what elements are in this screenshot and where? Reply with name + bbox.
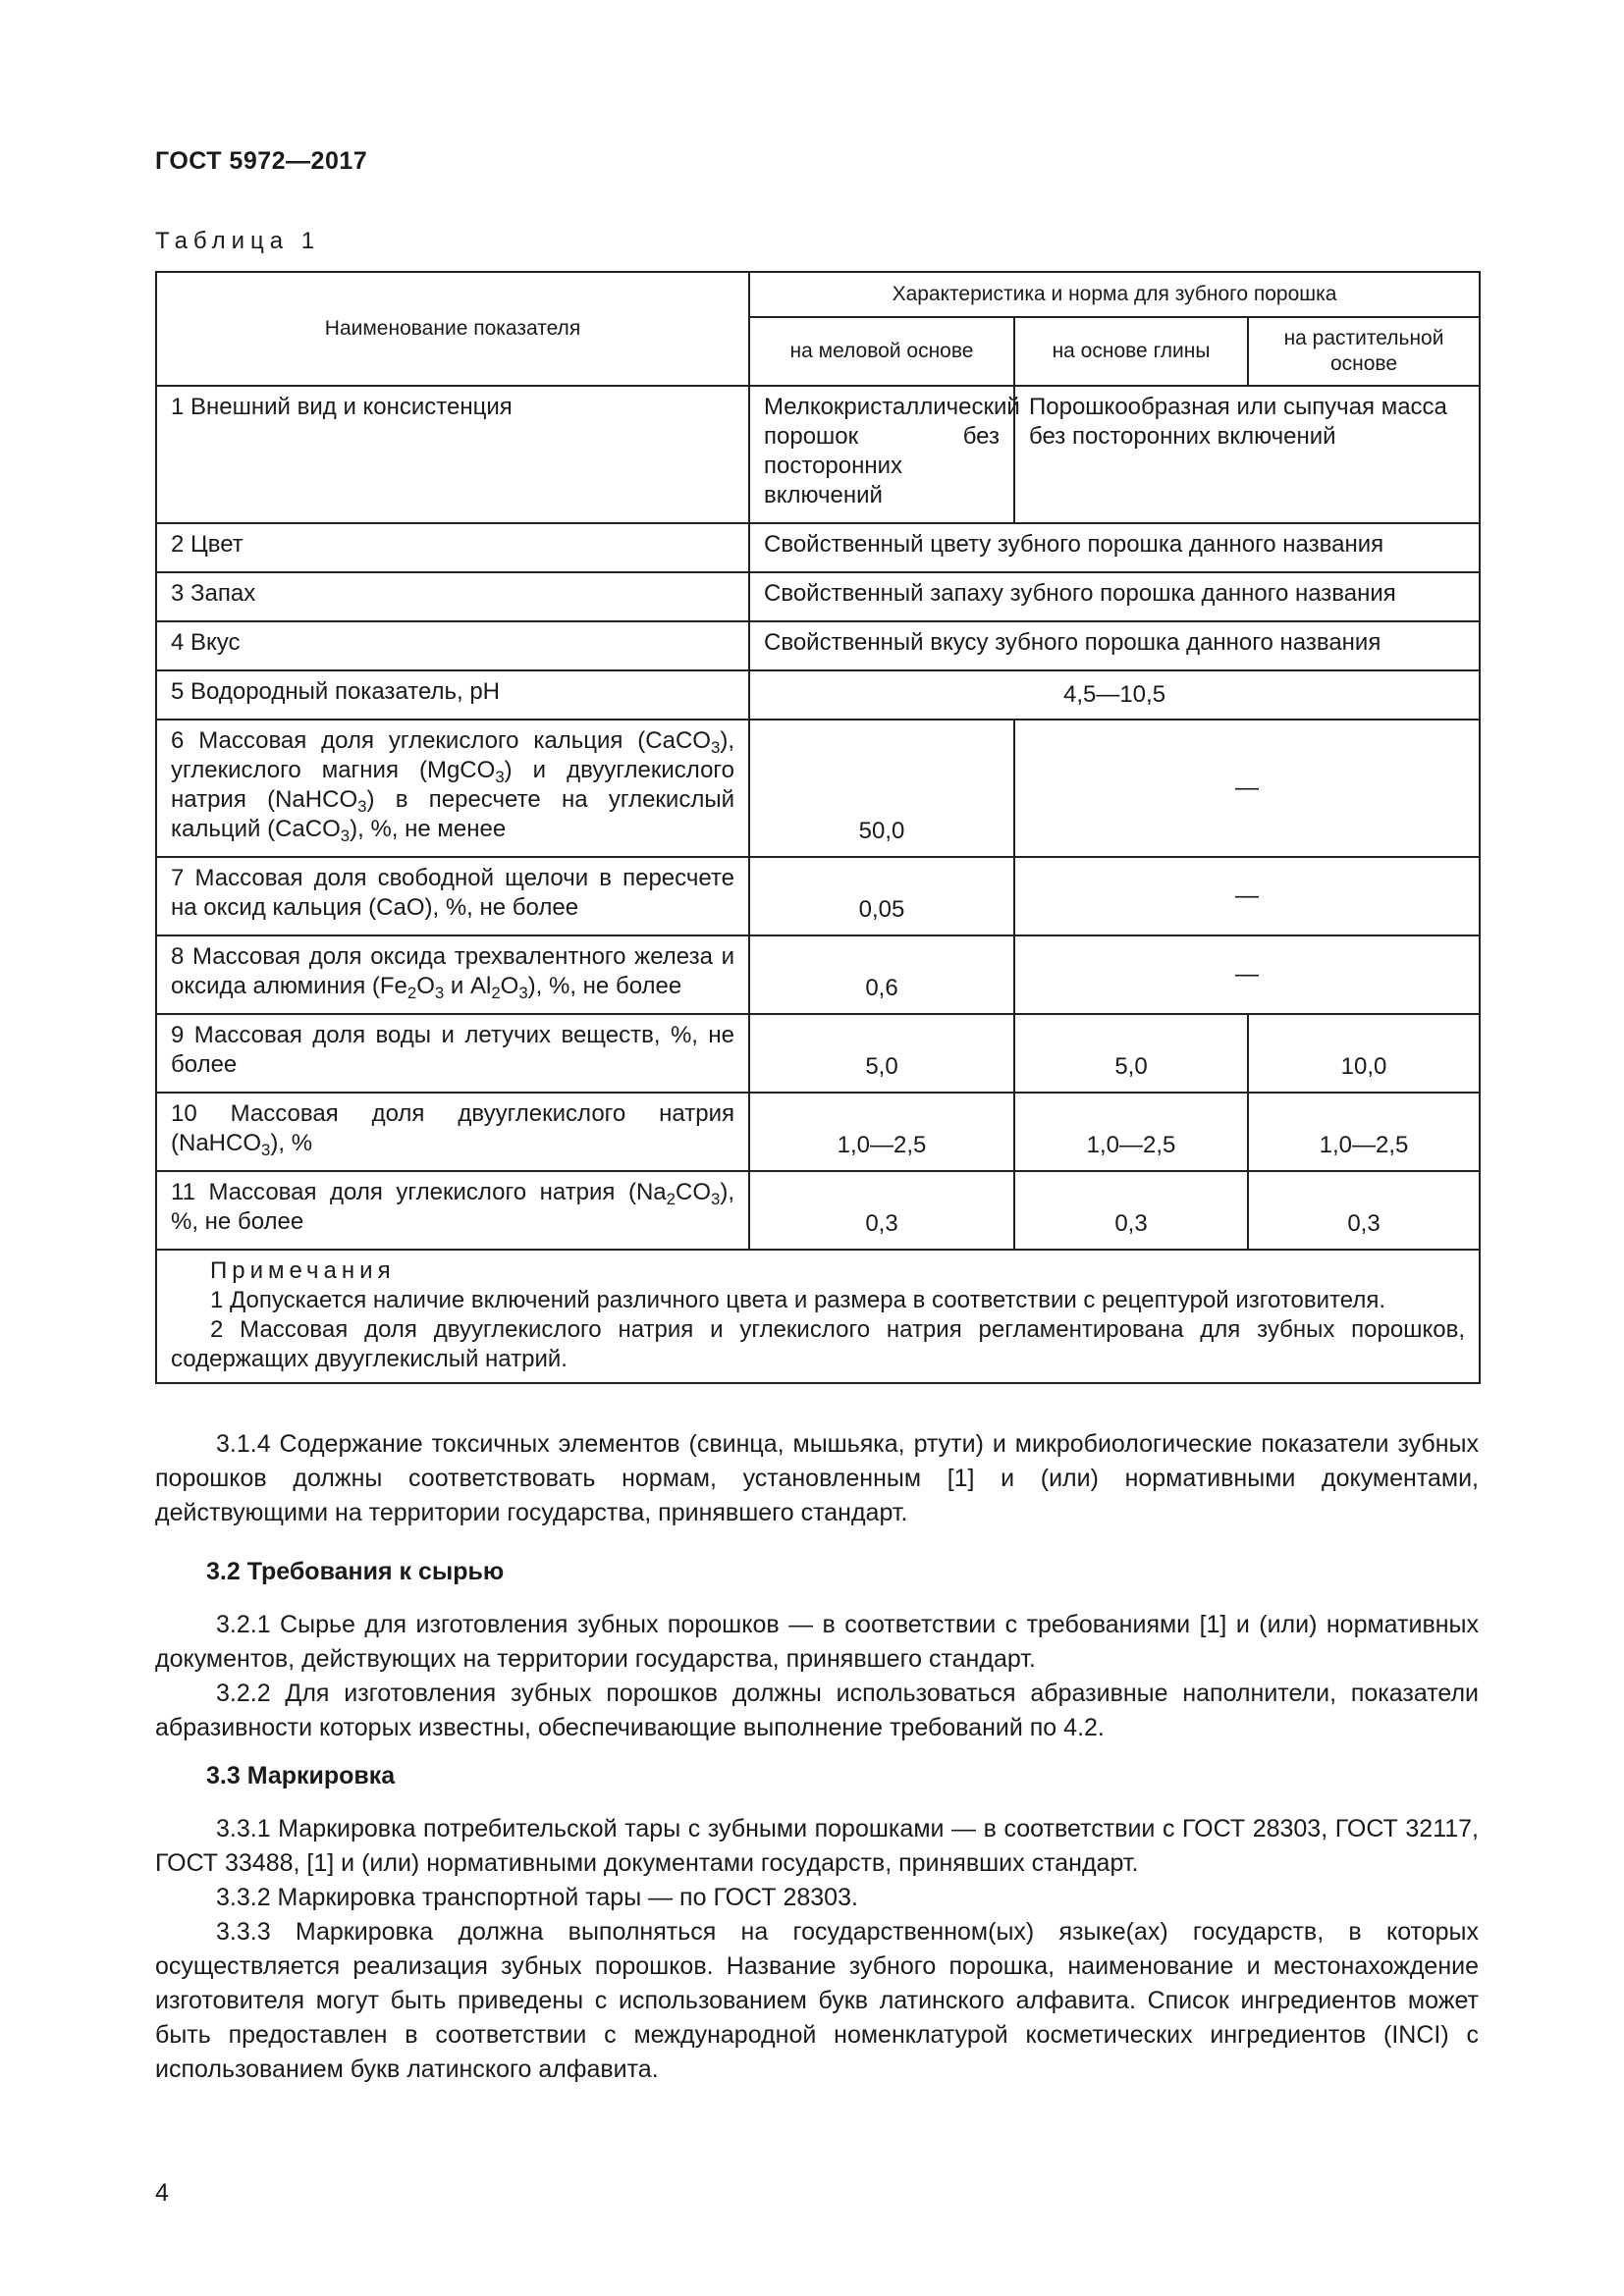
table-row bbox=[156, 523, 1480, 572]
table-row bbox=[156, 1014, 1480, 1093]
cell-value: 0,3 bbox=[1014, 1171, 1248, 1250]
cell-value: Свойственный запаху зубного порошка данного названия bbox=[749, 572, 1480, 621]
row-name: 1 Внешний вид и консистенция bbox=[156, 386, 749, 523]
table-row bbox=[156, 670, 1480, 720]
table-row bbox=[156, 621, 1480, 670]
cell-value: 10,0 bbox=[1248, 1014, 1480, 1093]
section-3-3-body bbox=[155, 1812, 1479, 2087]
cell-value: 0,3 bbox=[1248, 1171, 1480, 1250]
cell-value: Свойственный вкусу зубного порошка данного названия bbox=[749, 621, 1480, 670]
table-row bbox=[156, 386, 1480, 523]
indicators-table bbox=[155, 271, 1481, 1384]
section-3-1-4 bbox=[155, 1427, 1479, 1530]
cell-value: Свойственный цвету зубного порошка данного названия bbox=[749, 523, 1480, 572]
notes-title: Примечания bbox=[210, 1257, 396, 1284]
cell-value: — bbox=[1014, 857, 1480, 935]
section-title-3-2: 3.2 Требования к сырью bbox=[206, 1558, 505, 1585]
header-indicator-name: Наименование показателя bbox=[156, 272, 749, 386]
cell-value: 1,0—2,5 bbox=[1248, 1093, 1480, 1171]
row-name: 3 Запах bbox=[156, 572, 749, 621]
table-row bbox=[156, 935, 1480, 1014]
paragraph: 3.1.4 Содержание токсичных элементов (свинца, мышьяка, ртути) и микробиологические показатели зубных порошков должны соответствовать нормам, установленным [1] и (или) нормативными документами, действующими на территории государства, принявшего стандарт. bbox=[155, 1430, 1479, 1526]
cell-value: 5,0 bbox=[1014, 1014, 1248, 1093]
table-caption: Таблица 1 bbox=[155, 228, 321, 254]
paragraph: 3.3.1 Маркировка потребительской тары с зубными порошками — в соответствии с ГОСТ 28303, ГОСТ 32117, ГОСТ 33488, [1] и (или) нормативными документами государств, принявших стандарт. bbox=[155, 1815, 1479, 1877]
paragraph: 3.3.3 Маркировка должна выполняться на государственном(ых) языке(ах) государств, в которых осуществляется реализация зубных порошков. Название зубного порошка, наименование и местонахождение изготовителя могут быть приведены с использованием букв латинского алфавита. Список ингредиентов может быть предоставлен в соответствии с международной номенклатурой косметических ингредиентов (INCI) с использованием букв латинского алфавита. bbox=[155, 1918, 1479, 2083]
row-name: 5 Водородный показатель, pH bbox=[156, 670, 749, 720]
table-row bbox=[156, 572, 1480, 621]
table-row bbox=[156, 857, 1480, 935]
row-name: 8 Массовая доля оксида трехвалентного железа и оксида алюминия ($Fe_2O_3$ и $Al_2O_3$), %, не более bbox=[156, 935, 749, 1014]
cell-value: 4,5—10,5 bbox=[749, 670, 1480, 720]
row-name: 6 Массовая доля углекислого кальция (CaCO$_3$), углекислого магния (MgCO$_3$) и двууглекислого натрия (NaHCO$_3$) в пересчете на углекислый кальций (CaCO$_3$), %, не менее bbox=[156, 720, 749, 857]
cell-value: 50,0 bbox=[749, 720, 1014, 857]
row-name: 7 Массовая доля свободной щелочи в пересчете на оксид кальция (CaO), %, не более bbox=[156, 857, 749, 935]
header-plant-base: на растительной основе bbox=[1248, 317, 1480, 386]
header-chalk-base: на меловой основе bbox=[749, 317, 1014, 386]
page-number: 4 bbox=[155, 2179, 169, 2207]
note-item: 2 Массовая доля двууглекислого натрия и углекислого натрия регламентирована для зубных порошков, содержащих двууглекислый натрий. bbox=[171, 1316, 1466, 1372]
table-row bbox=[156, 1093, 1480, 1171]
paragraph: 3.2.1 Сырье для изготовления зубных порошков — в соответствии с требованиями [1] и (или) нормативных документов, действующих на территории государства, принявшего стандарт. bbox=[155, 1611, 1479, 1673]
row-name: 11 Массовая доля углекислого натрия $(Na_2CO_3)$, %, не более bbox=[156, 1171, 749, 1250]
note-item: 1 Допускается наличие включений различного цвета и размера в соответствии с рецептурой изготовителя. bbox=[210, 1287, 1385, 1313]
row-name: 10 Массовая доля двууглекислого натрия (NaHCO$_3$), % bbox=[156, 1093, 749, 1171]
row-name: 2 Цвет bbox=[156, 523, 749, 572]
header-clay-base: на основе глины bbox=[1014, 317, 1248, 386]
table-row bbox=[156, 1171, 1480, 1250]
paragraph: 3.2.2 Для изготовления зубных порошков должны использоваться абразивные наполнители, показатели абразивности которых известны, обеспечивающие выполнение требований по 4.2. bbox=[155, 1680, 1479, 1741]
cell-value: 1,0—2,5 bbox=[1014, 1093, 1248, 1171]
cell-value: 0,6 bbox=[749, 935, 1014, 1014]
cell-value: 1,0—2,5 bbox=[749, 1093, 1014, 1171]
document-header: ГОСТ 5972—2017 bbox=[155, 147, 368, 175]
cell-value: 0,3 bbox=[749, 1171, 1014, 1250]
paragraph: 3.3.2 Маркировка транспортной тары — по ГОСТ 28303. bbox=[216, 1884, 858, 1911]
section-3-2-body bbox=[155, 1608, 1479, 1745]
cell-value: 0,05 bbox=[749, 857, 1014, 935]
table-notes bbox=[156, 1250, 1480, 1383]
section-title-3-3: 3.3 Маркировка bbox=[206, 1762, 396, 1789]
cell-value: 5,0 bbox=[749, 1014, 1014, 1093]
table-row bbox=[156, 720, 1480, 857]
cell-value: Мелкокристаллический порошок без посторонних включений bbox=[749, 386, 1014, 523]
header-group: Характеристика и норма для зубного порошка bbox=[749, 272, 1480, 317]
row-name: 9 Массовая доля воды и летучих веществ, %, не более bbox=[156, 1014, 749, 1093]
cell-value: — bbox=[1014, 935, 1480, 1014]
row-name: 4 Вкус bbox=[156, 621, 749, 670]
cell-value: Порошкообразная или сыпучая масса без посторонних включений bbox=[1014, 386, 1480, 523]
cell-value: — bbox=[1014, 720, 1480, 857]
